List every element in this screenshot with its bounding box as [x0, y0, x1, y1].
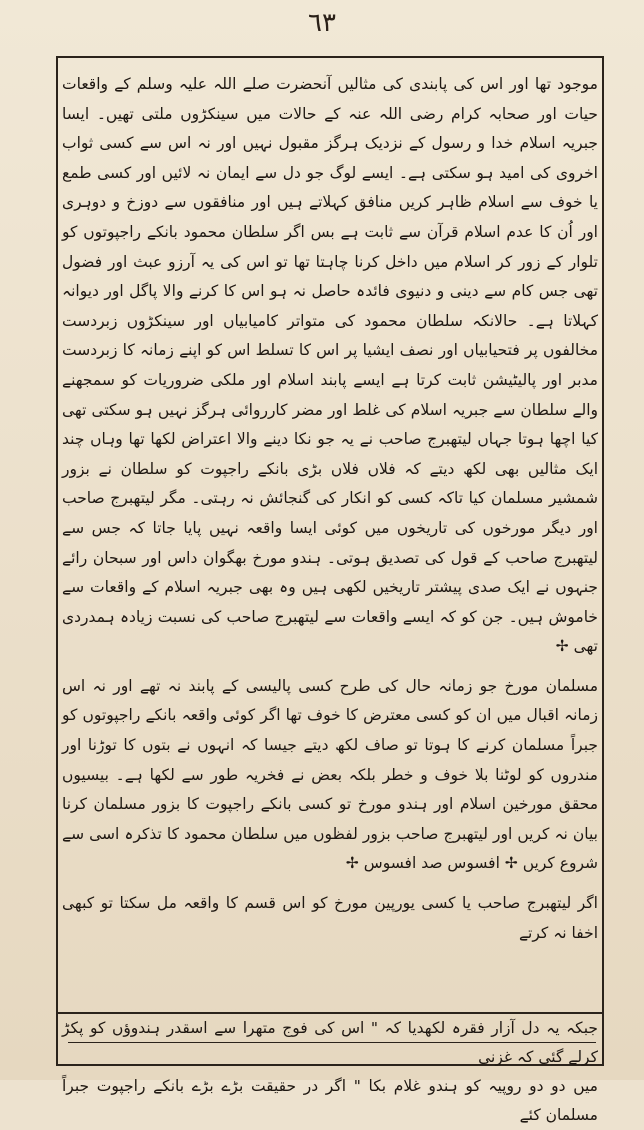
- page-number: ٦٣: [308, 8, 336, 38]
- paragraph-gap: [62, 662, 598, 672]
- paragraph-2: مسلمان مورخ جو زمانہ حال کی طرح کسی پالیسی کے پابند نہ تھے اور نہ اس زمانہ اقبال میں ان کو کسی معترض کا خوف تھا اگر کوئی واقعہ بانکے راجپوتوں کو جبراً مسلمان کرنے کا ہوتا تو صاف لکھ دیتے جیسا کہ انہوں نے بتوں کا توڑنا اور مندروں کو لوٹنا بلا خوف و خطر بلکہ بعض نے فخریہ طور سے لکھا ہے۔ بیسیوں محقق مورخین اسلام اور ہندو مورخ تو کسی بانکے راجپوت کا بزور مسلمان کرنا بیان نہ کریں اور لیتھبرج صاحب بزور لفظوں میں سلطان محمود کا تذکرہ اسی سے شروع کریں ✢ افسوس صد افسوس ✢: [62, 676, 598, 873]
- paragraph-3: اگر لیتھبرج صاحب یا کسی یورپین مورخ کو اس قسم کا واقعہ مل سکتا تو کبھی اخفا نہ کرتے: [62, 894, 598, 942]
- footnote-underline: [68, 1042, 596, 1043]
- footnote-line-1: جبکہ یہ دل آزار فقرہ لکھدیا کہ " اس کی فوج متھرا سے اسقدر ہندوؤں کو پکڑ کرلے گئی کہ غزنی: [62, 1019, 598, 1066]
- paragraph-1: موجود تھا اور اس کی پابندی کی مثالیں آنحضرت صلے اللہ علیہ وسلم کے واقعات حیات اور صحابہ کرام رضی اللہ عنہ کے حالات میں سینکڑوں ملتی تھیں۔ ایسا جبریہ اسلام خدا و رسول کے نزدیک ہرگز مقبول نہیں اور نہ اس سے کسی ثواب اخروی کی امید ہو سکتی ہے۔ ایسے لوگ جو دل سے ایمان نہ لائیں اور کسی طمع یا خوف سے اسلام ظاہر کریں منافق کہلاتے ہیں اور منافقوں سے دوزخ و دوہری اور اُن کا عدم اسلام قرآن سے ثابت ہے بس اگر سلطان محمود بانکے راجپوتوں کو تلوار کے زور کر اسلام میں داخل کرنا چاہتا تھا تو اس کی یہ آرزو عبث اور فضول تھی جس کام سے دینی و دنیوی فائدہ حاصل نہ ہو اس کا کرنے والا پاگل اور دیوانہ کہلاتا ہے۔ حالانکہ سلطان محمود کی متواتر کامیابیاں اور سینکڑوں زبردست مخالفوں پر فتحیابیاں اور نصف ایشیا پر اس کا تسلط اس کو اپنے زمانہ کا زبردست مدبر اور پالیٹیشن ثابت کرتا ہے ایسے پابند اسلام اور ملکی ضروریات کو سمجھنے والے سلطان سے جبریہ اسلام کی غلط اور مضر کارروائی ہرگز نہیں ہو سکتی تھی کیا اچھا ہوتا جہاں لیتھبرج صاحب نے یہ جو نکا دینے والا اعتراض لکھا تھا وہاں چند ایک مثالیں بھی لکھ دیتے کہ فلاں فلاں بڑی بانکے راجپوت کو سلطان نے بزور شمشیر مسلمان کیا تاکہ کسی کو انکار کی گنجائش نہ رہتی۔ مگر لیتھبرج صاحب اور دیگر مورخوں کی تاریخوں میں کوئی ایسا واقعہ نہیں پایا جاتا کہ جس سے لیتھبرج صاحب کے قول کی تصدیق ہوتی۔ ہندو مورخ بھگوان داس اور سبحان رائے جنہوں نے ایک صدی پیشتر تاریخیں لکھی ہیں وہ بھی جبریہ اسلام کے واقعات سے خاموش ہیں۔ جن کو کہ ایسے واقعات سے لیتھبرج صاحب کی نسبت زیادہ ہمدردی تھی ✢: [62, 75, 598, 656]
- main-text: [62, 70, 598, 948]
- footnote-line-2: میں دو دو روپیہ کو ہندو غلام بکا " اگر در حقیقت بڑے بڑے بانکے راجپوت جبراً مسلمان کئے: [62, 1077, 598, 1124]
- footnote: [62, 1014, 598, 1130]
- paragraph-gap: [62, 879, 598, 889]
